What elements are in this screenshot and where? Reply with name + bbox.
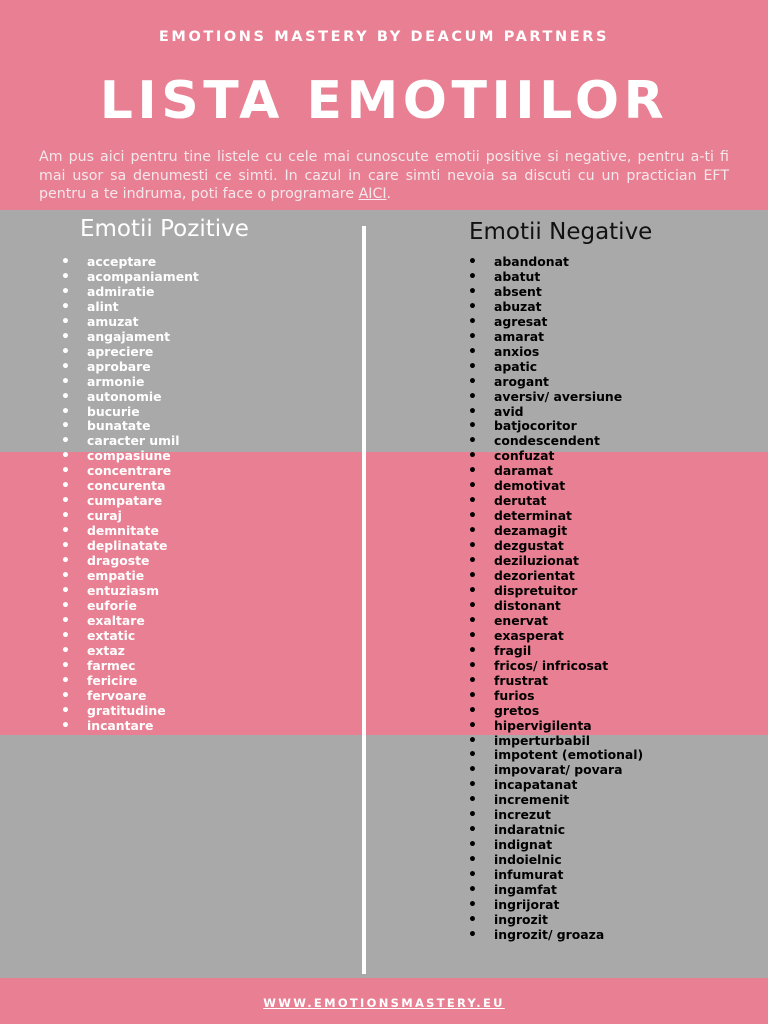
negative-emotion-item: • ingrozit (468, 913, 643, 928)
positive-emotion-item: • compasiune (61, 449, 199, 464)
negative-emotion-item: • gretos (468, 704, 643, 719)
negative-emotion-item: • arogant (468, 375, 643, 390)
negative-emotion-item: • distonant (468, 599, 643, 614)
negative-emotion-item: • ingrozit/ groaza (468, 928, 643, 943)
negative-emotion-item: • avid (468, 405, 643, 420)
positive-emotion-item: • fericire (61, 674, 199, 689)
positive-emotion-item: • demnitate (61, 524, 199, 539)
positive-emotion-item: • admiratie (61, 285, 199, 300)
negative-emotion-item: • indignat (468, 838, 643, 853)
positive-emotions-heading: Emotii Pozitive (80, 216, 249, 242)
negative-emotion-item: • dezamagit (468, 524, 643, 539)
negative-emotion-item: • increzut (468, 808, 643, 823)
negative-emotion-item: • indaratnic (468, 823, 643, 838)
positive-emotion-item: • curaj (61, 509, 199, 524)
negative-emotion-item: • agresat (468, 315, 643, 330)
negative-emotion-item: • dispretuitor (468, 584, 643, 599)
negative-emotion-item: • impovarat/ povara (468, 763, 643, 778)
positive-emotion-item: • empatie (61, 569, 199, 584)
negative-emotion-item: • ingrijorat (468, 898, 643, 913)
negative-emotion-item: • hipervigilenta (468, 719, 643, 734)
negative-emotions-heading: Emotii Negative (469, 219, 653, 245)
positive-emotion-item: • exaltare (61, 614, 199, 629)
booking-link[interactable]: AICI (358, 186, 387, 203)
negative-emotion-item: • batjocoritor (468, 419, 643, 434)
negative-emotion-item: • indoielnic (468, 853, 643, 868)
positive-emotion-item: • acceptare (61, 255, 199, 270)
positive-emotion-item: • aprobare (61, 360, 199, 375)
positive-emotion-item: • extaz (61, 644, 199, 659)
negative-emotion-item: • exasperat (468, 629, 643, 644)
negative-emotion-item: • confuzat (468, 449, 643, 464)
negative-emotion-item: • furios (468, 689, 643, 704)
website-footer (0, 996, 768, 1010)
negative-emotion-item: • aversiv/ aversiune (468, 390, 643, 405)
brand-name: EMOTIONS MASTERY BY DEACUM PARTNERS (158, 29, 610, 45)
negative-emotion-item: • demotivat (468, 479, 643, 494)
positive-emotion-item: • fervoare (61, 689, 199, 704)
positive-emotion-item: • concentrare (61, 464, 199, 479)
intro-end: . (386, 186, 392, 203)
positive-emotion-item: • concurenta (61, 479, 199, 494)
positive-emotion-item: • alint (61, 300, 199, 315)
negative-emotion-item: • abatut (468, 270, 643, 285)
positive-emotion-item: • gratitudine (61, 704, 199, 719)
negative-emotion-item: • deziluzionat (468, 554, 643, 569)
positive-emotion-item: • euforie (61, 599, 199, 614)
negative-emotion-item: • dezorientat (468, 569, 643, 584)
positive-emotion-item: • deplinatate (61, 539, 199, 554)
intro-paragraph (39, 148, 729, 204)
positive-emotion-item: • autonomie (61, 390, 199, 405)
negative-emotions-list (468, 255, 643, 943)
positive-emotion-item: • bunatate (61, 419, 199, 434)
positive-emotions-list (61, 255, 199, 734)
positive-emotion-item: • acompaniament (61, 270, 199, 285)
positive-emotion-item: • amuzat (61, 315, 199, 330)
negative-emotion-item: • fricos/ infricosat (468, 659, 643, 674)
negative-emotion-item: • fragil (468, 644, 643, 659)
positive-emotion-item: • incantare (61, 719, 199, 734)
negative-emotion-item: • dezgustat (468, 539, 643, 554)
negative-emotion-item: • abuzat (468, 300, 643, 315)
positive-emotion-item: • bucurie (61, 405, 199, 420)
negative-emotion-item: • incremenit (468, 793, 643, 808)
positive-emotion-item: • angajament (61, 330, 199, 345)
negative-emotion-item: • derutat (468, 494, 643, 509)
negative-emotion-item: • infumurat (468, 868, 643, 883)
positive-emotion-item: • armonie (61, 375, 199, 390)
positive-emotion-item: • apreciere (61, 345, 199, 360)
negative-emotion-item: • enervat (468, 614, 643, 629)
negative-emotion-item: • ingamfat (468, 883, 643, 898)
intro-text: Am pus aici pentru tine listele cu cele mai cunoscute emotii positive si negative, pentru a-ti fi mai usor sa denumesti ce simti. In cazul in care simti nevoia sa discuti cu un practician EFT pentru a te indruma, poti face o programare (39, 149, 729, 203)
negative-emotion-item: • incapatanat (468, 778, 643, 793)
column-divider (362, 226, 366, 974)
positive-emotion-item: • caracter umil (61, 434, 199, 449)
negative-emotion-item: • frustrat (468, 674, 643, 689)
positive-emotion-item: • extatic (61, 629, 199, 644)
negative-emotion-item: • determinat (468, 509, 643, 524)
positive-emotion-item: • dragoste (61, 554, 199, 569)
negative-emotion-item: • apatic (468, 360, 643, 375)
negative-emotion-item: • absent (468, 285, 643, 300)
page-title: LISTA EMOTIILOR (99, 71, 669, 131)
negative-emotion-item: • amarat (468, 330, 643, 345)
negative-emotion-item: • imperturbabil (468, 734, 643, 749)
website-link[interactable]: WWW.EMOTIONSMASTERY.EU (263, 996, 505, 1010)
negative-emotion-item: • anxios (468, 345, 643, 360)
negative-emotion-item: • abandonat (468, 255, 643, 270)
positive-emotion-item: • farmec (61, 659, 199, 674)
negative-emotion-item: • impotent (emotional) (468, 748, 643, 763)
positive-emotion-item: • entuziasm (61, 584, 199, 599)
positive-emotion-item: • cumpatare (61, 494, 199, 509)
negative-emotion-item: • condescendent (468, 434, 643, 449)
negative-emotion-item: • daramat (468, 464, 643, 479)
